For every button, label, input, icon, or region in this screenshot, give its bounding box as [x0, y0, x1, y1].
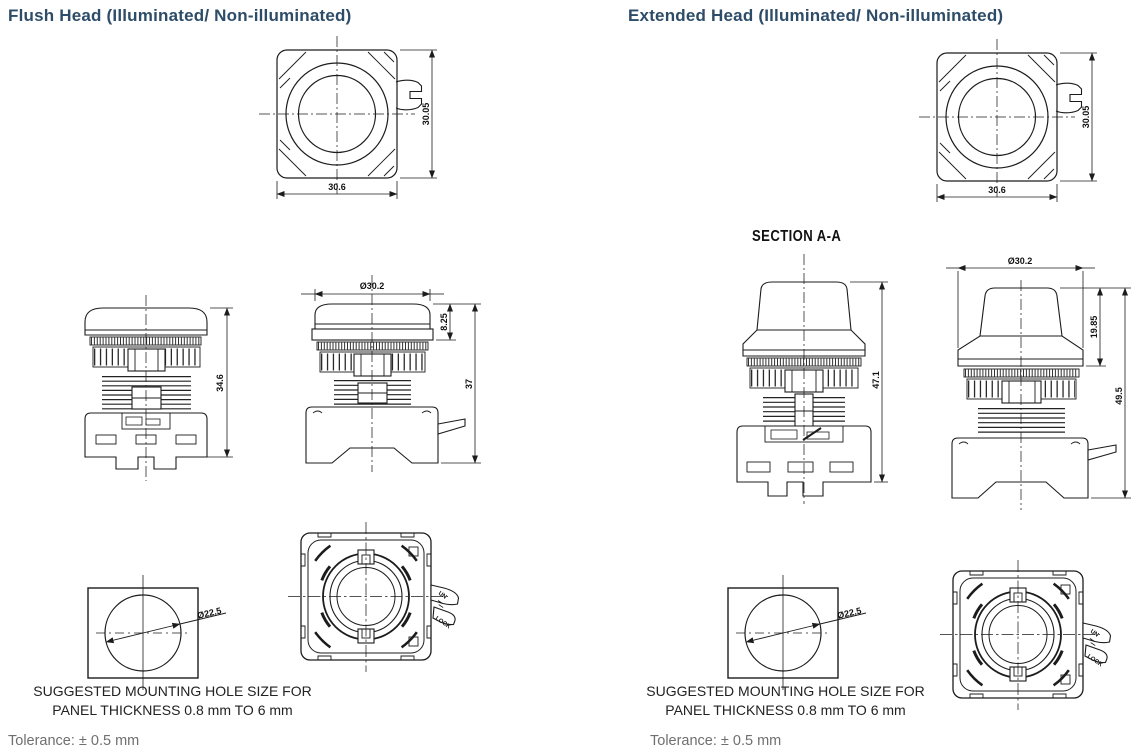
flush-top-view-geometry — [259, 36, 437, 199]
extended-overall-height-dim: 49.5 — [1114, 387, 1124, 405]
flush-mounting-hole-drawing — [70, 575, 250, 693]
flush-note-line2: PANEL THICKNESS 0.8 mm TO 6 mm — [52, 702, 293, 718]
extended-top-view-drawing — [910, 38, 1105, 210]
flush-mounting-hole-geometry — [88, 575, 226, 690]
extended-section-height-dim: 47.1 — [871, 371, 881, 389]
flush-note-line1: SUGGESTED MOUNTING HOLE SIZE FOR — [33, 683, 312, 699]
extended-mounting-hole-drawing — [710, 575, 890, 693]
flush-head-diameter-dim: Ø30.2 — [359, 281, 385, 291]
flush-latch-un-label: UN — [436, 590, 448, 601]
extended-latch-lock-label: LOCK — [1085, 653, 1104, 669]
extended-tolerance-note: Tolerance: ± 0.5 mm — [650, 733, 782, 749]
flush-head-height-dim: 8.25 — [439, 313, 449, 331]
section-a-a-label: SECTION A-A — [752, 228, 842, 245]
flush-top-height-dim: 30.05 — [421, 102, 431, 126]
flush-front-view-drawing — [290, 267, 490, 477]
flush-latch-lock-label: LOCK — [433, 615, 452, 631]
extended-mounting-hole-geometry — [728, 575, 866, 690]
flush-top-width-dim: 30.6 — [328, 182, 346, 192]
extended-section-view-geometry — [737, 254, 888, 504]
flush-side-view-geometry — [85, 295, 233, 481]
flush-front-view-geometry — [301, 275, 481, 472]
extended-side-view-geometry — [946, 268, 1131, 510]
flush-rear-view-geometry — [288, 522, 459, 672]
extended-note-line1: SUGGESTED MOUNTING HOLE SIZE FOR — [646, 683, 925, 699]
extended-side-view-drawing — [940, 246, 1135, 508]
extended-top-height-dim: 30.05 — [1081, 105, 1091, 129]
extended-head-height-dim: 19.85 — [1089, 315, 1099, 339]
flush-top-view-drawing — [250, 35, 445, 207]
flush-hole-diameter-dim: Ø22.5 — [196, 605, 223, 621]
flush-overall-height-dim: 37 — [464, 378, 474, 390]
extended-head-diameter-dim: Ø30.2 — [1007, 256, 1033, 266]
flush-rear-view-drawing — [288, 522, 473, 672]
flush-tolerance-note: Tolerance: ± 0.5 mm — [8, 733, 140, 749]
extended-mounting-note — [638, 682, 933, 720]
flush-head-title: Flush Head (Illuminated/ Non-illuminated) — [8, 6, 352, 25]
extended-section-view-drawing — [707, 252, 897, 507]
extended-rear-view-geometry — [940, 560, 1111, 710]
extended-top-view-geometry — [919, 39, 1097, 202]
extended-hole-diameter-dim: Ø22.5 — [836, 605, 863, 621]
extended-rear-view-drawing — [940, 560, 1125, 710]
flush-side-height-dim: 34.6 — [215, 374, 225, 392]
extended-latch-un-label: UN — [1088, 628, 1100, 639]
extended-top-width-dim: 30.6 — [988, 185, 1006, 195]
extended-note-line2: PANEL THICKNESS 0.8 mm TO 6 mm — [665, 702, 906, 718]
flush-mounting-note — [25, 682, 320, 720]
flush-side-view-drawing — [72, 291, 242, 486]
extended-head-title: Extended Head (Illuminated/ Non-illuminated) — [628, 6, 1004, 25]
